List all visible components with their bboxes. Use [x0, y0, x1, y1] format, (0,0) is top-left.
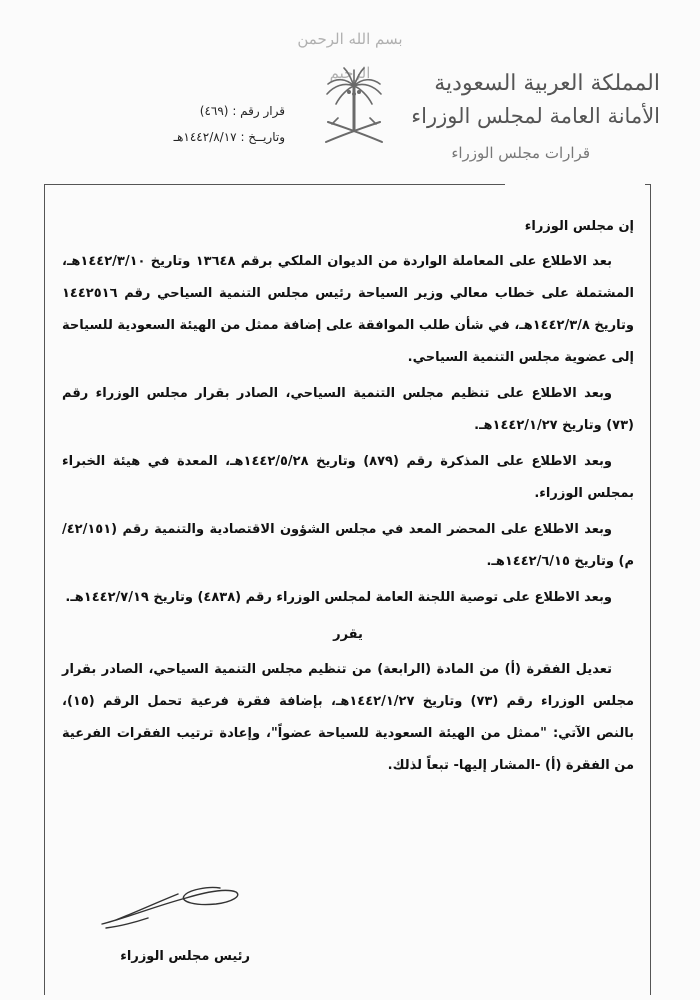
decision-date-value: ١٤٤٢/٨/١٧هـ	[173, 130, 237, 144]
opening-line: إن مجلس الوزراء	[524, 219, 634, 234]
preamble-paragraph-1: بعد الاطلاع على المعاملة الواردة من الديوان الملكي برقم ١٣٦٤٨ وتاريخ ١٤٤٢/٣/١٠هـ، المشتملة على خطاب معالي وزير السياحة رئيس مجلس التنمية السياحي رقم ١٤٤٢٥١٦ وتاريخ ١٤٤٢/٣/٨هـ، في شأن طلب الموافقة على إضافة ممثل من الهيئة السعودية للسياحة إلى عضوية مجلس التنمية السياحي.	[62, 254, 634, 365]
handwritten-signature	[96, 872, 246, 932]
preamble-paragraph-3: وبعد الاطلاع على المذكرة رقم (٨٧٩) وتاريخ ١٤٤٢/٥/٢٨هـ، المعدة في هيئة الخبراء بمجلس الوزراء.	[62, 454, 634, 501]
decision-body	[62, 212, 634, 786]
decision-date-row	[115, 124, 285, 150]
preamble-paragraph-5: وبعد الاطلاع على توصية اللجنة العامة لمجلس الوزراء رقم (٤٨٣٨) وتاريخ ١٤٤٢/٧/١٩هـ.	[65, 590, 612, 605]
preamble-paragraph-2: وبعد الاطلاع على تنظيم مجلس التنمية السياحي، الصادر بقرار مجلس الوزراء رقم (٧٣) وتاريخ ١٤٤٢/١/٢٧هـ.	[62, 386, 634, 433]
decision-date-label: وتاريــخ :	[240, 130, 285, 144]
signatory-title: رئيس مجلس الوزراء	[120, 949, 250, 964]
decision-number-label: قرار رقم :	[232, 104, 285, 118]
kingdom-name: المملكة العربية السعودية	[434, 71, 660, 96]
resolution-paragraph: تعديل الفقرة (أ) من المادة (الرابعة) من تنظيم مجلس التنمية السياحي، الصادر بقرار مجلس الوزراء رقم (٧٣) وتاريخ ١٤٤٢/١/٢٧هـ، بإضافة فقرة فرعية تحمل الرقم (١٥)، بالنص الآتي: "ممثل من الهيئة السعودية للسياحة عضواً"، وإعادة ترتيب الفقرات الفرعية من الفقرة (أ) -المشار إليها- تبعاً لذلك.	[62, 662, 634, 773]
secretariat-name: الأمانة العامة لمجلس الوزراء	[411, 104, 660, 128]
section-name: قرارات مجلس الوزراء	[451, 144, 590, 162]
decision-number-row	[115, 98, 285, 124]
decides-heading: يقرر	[333, 627, 363, 642]
decision-number-value: (٤٦٩)	[199, 104, 229, 118]
letterhead	[411, 68, 660, 166]
decision-info	[115, 98, 285, 150]
preamble-paragraph-4: وبعد الاطلاع على المحضر المعد في مجلس الشؤون الاقتصادية والتنمية رقم (٤٢/١٥١/م) وتاريخ ١٤٤٢/٦/١٥هـ.	[62, 522, 634, 569]
palm-swords-emblem-icon	[318, 64, 390, 154]
basmala: بسم الله الرحمن الرحيم	[297, 30, 403, 82]
frame-gap	[505, 178, 645, 190]
